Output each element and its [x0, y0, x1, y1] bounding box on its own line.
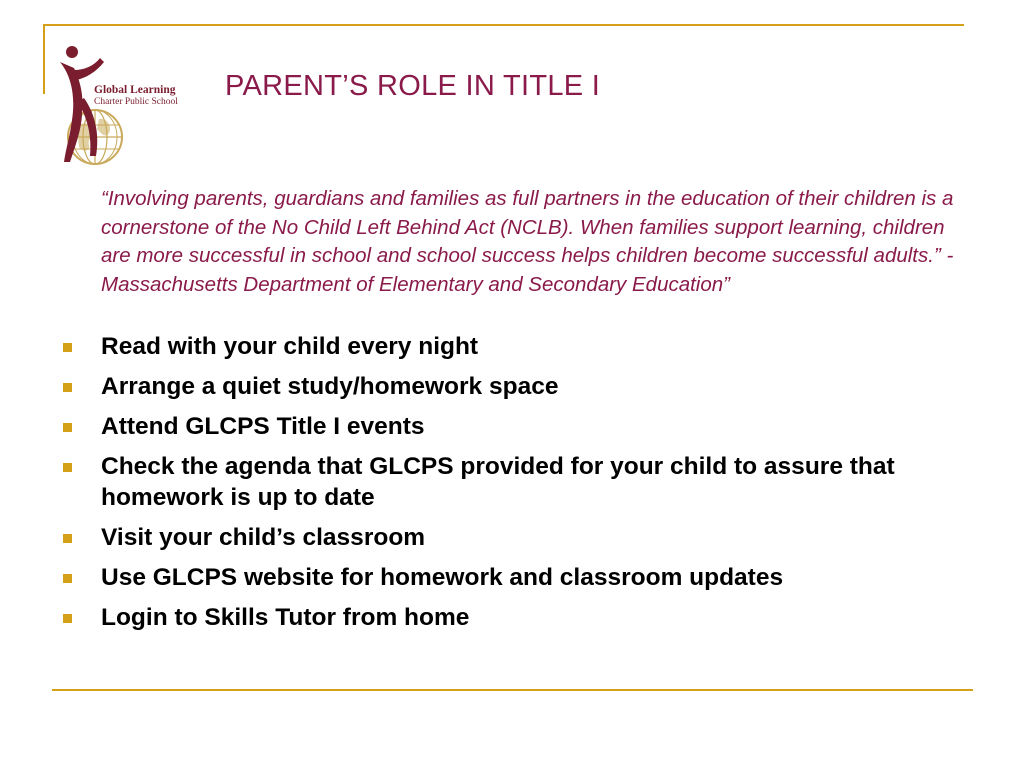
slide-title: PARENT’S ROLE IN TITLE I [225, 70, 601, 102]
bullet-text: Read with your child every night [101, 333, 479, 360]
bullet-list [60, 331, 960, 642]
square-bullet-icon [63, 614, 72, 623]
bullet-text: Check the agenda that GLCPS provided for your child to assure that homework is up to date [101, 453, 895, 511]
bullet-item [60, 371, 960, 402]
quote-paragraph: “Involving parents, guardians and families as full partners in the education of their children is a cornerstone of the No Child Left Behind Act (NCLB). When families support learning, children are more successful in school and school success helps children become successful adults.” - Massachusetts Department of Elementary and Secondary Education” [101, 187, 954, 296]
bullet-item [60, 331, 960, 362]
bullet-item [60, 411, 960, 442]
school-name [94, 84, 178, 108]
bullet-item [60, 451, 960, 513]
bullet-item [60, 562, 960, 593]
left-divider [43, 24, 45, 94]
square-bullet-icon [63, 383, 72, 392]
bullet-text: Attend GLCPS Title I events [101, 413, 425, 440]
bullet-text: Visit your child’s classroom [101, 524, 426, 551]
square-bullet-icon [63, 423, 72, 432]
bullet-text: Arrange a quiet study/homework space [101, 373, 559, 400]
square-bullet-icon [63, 574, 72, 583]
bullet-item [60, 522, 960, 553]
bullet-text: Login to Skills Tutor from home [101, 604, 470, 631]
school-name-line2: Charter Public School [94, 97, 178, 107]
square-bullet-icon [63, 463, 72, 472]
bullet-item [60, 602, 960, 633]
bullet-text: Use GLCPS website for homework and classroom updates [101, 564, 784, 591]
school-name-line1: Global Learning [94, 84, 176, 96]
square-bullet-icon [63, 534, 72, 543]
square-bullet-icon [63, 343, 72, 352]
top-divider [43, 24, 964, 26]
bottom-divider [52, 689, 973, 691]
